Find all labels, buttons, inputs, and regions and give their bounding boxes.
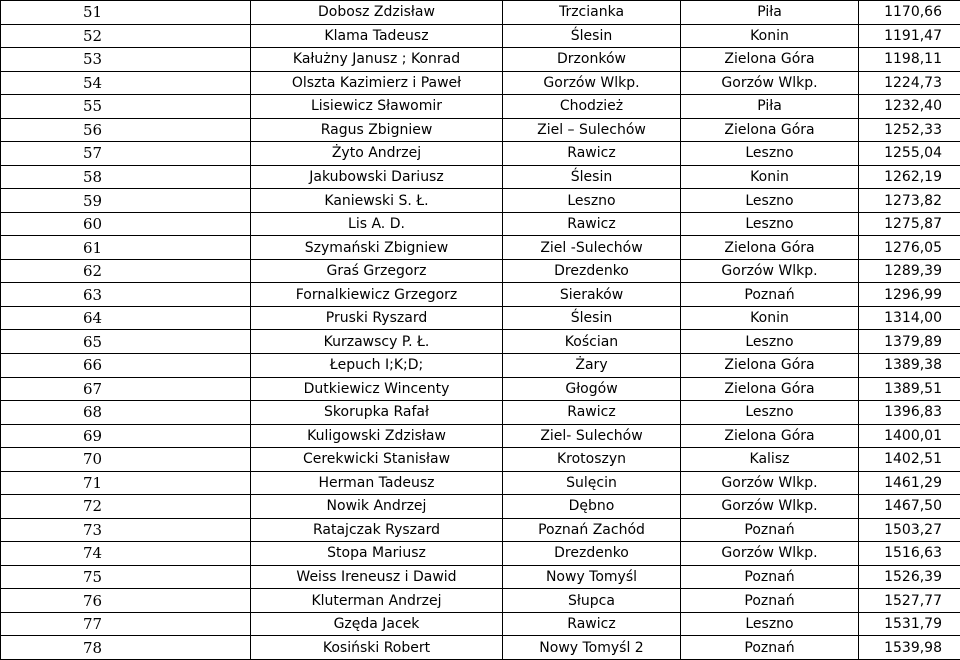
region-name: Leszno	[681, 330, 859, 354]
score-value: 1461,29	[859, 471, 960, 495]
row-number: 56	[1, 118, 251, 142]
row-number: 59	[1, 189, 251, 213]
town-name: Rawicz	[503, 401, 681, 425]
competitor-name: Żyto Andrzej	[251, 142, 503, 166]
region-name: Poznań	[681, 518, 859, 542]
town-name: Ziel- Sulechów	[503, 424, 681, 448]
row-number: 68	[1, 401, 251, 425]
town-name: Poznań Zachód	[503, 518, 681, 542]
town-name: Słupca	[503, 589, 681, 613]
competitor-name: Ragus Zbigniew	[251, 118, 503, 142]
table-row	[1, 48, 960, 72]
row-number: 63	[1, 283, 251, 307]
row-number: 69	[1, 424, 251, 448]
town-name: Sulęcin	[503, 471, 681, 495]
table-row	[1, 306, 960, 330]
competitor-name: Kałużny Janusz ; Konrad	[251, 48, 503, 72]
row-number: 61	[1, 236, 251, 260]
competitor-name: Stopa Mariusz	[251, 542, 503, 566]
table-row	[1, 189, 960, 213]
region-name: Zielona Góra	[681, 48, 859, 72]
competitor-name: Dutkiewicz Wincenty	[251, 377, 503, 401]
competitor-name: Pruski Ryszard	[251, 306, 503, 330]
score-value: 1531,79	[859, 612, 960, 636]
town-name: Żary	[503, 353, 681, 377]
town-name: Drezdenko	[503, 259, 681, 283]
score-value: 1232,40	[859, 95, 960, 119]
score-value: 1198,11	[859, 48, 960, 72]
region-name: Poznań	[681, 636, 859, 660]
region-name: Leszno	[681, 612, 859, 636]
table-row	[1, 471, 960, 495]
town-name: Trzcianka	[503, 1, 681, 25]
region-name: Gorzów Wlkp.	[681, 71, 859, 95]
town-name: Ślesin	[503, 165, 681, 189]
region-name: Zielona Góra	[681, 377, 859, 401]
region-name: Piła	[681, 1, 859, 25]
row-number: 53	[1, 48, 251, 72]
town-name: Ślesin	[503, 306, 681, 330]
row-number: 51	[1, 1, 251, 25]
score-value: 1252,33	[859, 118, 960, 142]
score-value: 1527,77	[859, 589, 960, 613]
competitor-name: Nowik Andrzej	[251, 495, 503, 519]
score-value: 1400,01	[859, 424, 960, 448]
competitor-name: Fornalkiewicz Grzegorz	[251, 283, 503, 307]
row-number: 55	[1, 95, 251, 119]
competitor-name: Skorupka Rafał	[251, 401, 503, 425]
row-number: 54	[1, 71, 251, 95]
town-name: Ziel -Sulechów	[503, 236, 681, 260]
competitor-name: Graś Grzegorz	[251, 259, 503, 283]
region-name: Konin	[681, 24, 859, 48]
region-name: Kalisz	[681, 448, 859, 472]
town-name: Gorzów Wlkp.	[503, 71, 681, 95]
table-row	[1, 1, 960, 25]
table-row	[1, 212, 960, 236]
table-row	[1, 424, 960, 448]
region-name: Poznań	[681, 565, 859, 589]
town-name: Rawicz	[503, 212, 681, 236]
table-row	[1, 612, 960, 636]
score-value: 1314,00	[859, 306, 960, 330]
table-row	[1, 353, 960, 377]
score-value: 1402,51	[859, 448, 960, 472]
row-number: 52	[1, 24, 251, 48]
score-value: 1296,99	[859, 283, 960, 307]
table-row	[1, 71, 960, 95]
competitor-name: Kosiński Robert	[251, 636, 503, 660]
competitor-name: Szymański Zbigniew	[251, 236, 503, 260]
table-row	[1, 283, 960, 307]
ranking-table-body	[1, 1, 960, 660]
region-name: Konin	[681, 306, 859, 330]
competitor-name: Lisiewicz Sławomir	[251, 95, 503, 119]
score-value: 1262,19	[859, 165, 960, 189]
town-name: Sieraków	[503, 283, 681, 307]
competitor-name: Kluterman Andrzej	[251, 589, 503, 613]
region-name: Gorzów Wlkp.	[681, 471, 859, 495]
table-row	[1, 565, 960, 589]
score-value: 1526,39	[859, 565, 960, 589]
region-name: Leszno	[681, 142, 859, 166]
row-number: 60	[1, 212, 251, 236]
region-name: Zielona Góra	[681, 353, 859, 377]
town-name: Rawicz	[503, 142, 681, 166]
region-name: Konin	[681, 165, 859, 189]
town-name: Drezdenko	[503, 542, 681, 566]
region-name: Leszno	[681, 189, 859, 213]
row-number: 78	[1, 636, 251, 660]
score-value: 1389,51	[859, 377, 960, 401]
competitor-name: Cerekwicki Stanisław	[251, 448, 503, 472]
row-number: 65	[1, 330, 251, 354]
table-row	[1, 518, 960, 542]
town-name: Chodzież	[503, 95, 681, 119]
town-name: Nowy Tomyśl 2	[503, 636, 681, 660]
score-value: 1275,87	[859, 212, 960, 236]
row-number: 77	[1, 612, 251, 636]
row-number: 58	[1, 165, 251, 189]
row-number: 74	[1, 542, 251, 566]
competitor-name: Kurzawscy P. Ł.	[251, 330, 503, 354]
score-value: 1379,89	[859, 330, 960, 354]
competitor-name: Weiss Ireneusz i Dawid	[251, 565, 503, 589]
region-name: Piła	[681, 95, 859, 119]
competitor-name: Herman Tadeusz	[251, 471, 503, 495]
table-row	[1, 259, 960, 283]
table-row	[1, 24, 960, 48]
row-number: 62	[1, 259, 251, 283]
competitor-name: Ratajczak Ryszard	[251, 518, 503, 542]
competitor-name: Olszta Kazimierz i Paweł	[251, 71, 503, 95]
table-row	[1, 589, 960, 613]
table-row	[1, 330, 960, 354]
score-value: 1191,47	[859, 24, 960, 48]
region-name: Poznań	[681, 283, 859, 307]
town-name: Głogów	[503, 377, 681, 401]
competitor-name: Łepuch I;K;D;	[251, 353, 503, 377]
row-number: 64	[1, 306, 251, 330]
score-value: 1255,04	[859, 142, 960, 166]
town-name: Ślesin	[503, 24, 681, 48]
score-value: 1503,27	[859, 518, 960, 542]
score-value: 1289,39	[859, 259, 960, 283]
town-name: Krotoszyn	[503, 448, 681, 472]
table-row	[1, 542, 960, 566]
score-value: 1273,82	[859, 189, 960, 213]
score-value: 1539,98	[859, 636, 960, 660]
table-row	[1, 636, 960, 660]
score-value: 1467,50	[859, 495, 960, 519]
town-name: Ziel – Sulechów	[503, 118, 681, 142]
town-name: Leszno	[503, 189, 681, 213]
region-name: Leszno	[681, 212, 859, 236]
region-name: Leszno	[681, 401, 859, 425]
town-name: Dębno	[503, 495, 681, 519]
region-name: Gorzów Wlkp.	[681, 495, 859, 519]
competitor-name: Jakubowski Dariusz	[251, 165, 503, 189]
competitor-name: Gzęda Jacek	[251, 612, 503, 636]
table-row	[1, 142, 960, 166]
table-row	[1, 401, 960, 425]
row-number: 75	[1, 565, 251, 589]
competitor-name: Kuligowski Zdzisław	[251, 424, 503, 448]
region-name: Gorzów Wlkp.	[681, 259, 859, 283]
competitor-name: Klama Tadeusz	[251, 24, 503, 48]
table-row	[1, 448, 960, 472]
row-number: 66	[1, 353, 251, 377]
competitor-name: Dobosz Zdzisław	[251, 1, 503, 25]
town-name: Kościan	[503, 330, 681, 354]
competitor-name: Lis A. D.	[251, 212, 503, 236]
region-name: Zielona Góra	[681, 236, 859, 260]
row-number: 67	[1, 377, 251, 401]
score-value: 1389,38	[859, 353, 960, 377]
table-row	[1, 495, 960, 519]
town-name: Nowy Tomyśl	[503, 565, 681, 589]
table-row	[1, 165, 960, 189]
row-number: 72	[1, 495, 251, 519]
score-value: 1396,83	[859, 401, 960, 425]
score-value: 1170,66	[859, 1, 960, 25]
town-name: Rawicz	[503, 612, 681, 636]
region-name: Zielona Góra	[681, 424, 859, 448]
table-row	[1, 377, 960, 401]
row-number: 70	[1, 448, 251, 472]
table-row	[1, 118, 960, 142]
score-value: 1224,73	[859, 71, 960, 95]
town-name: Drzonków	[503, 48, 681, 72]
row-number: 73	[1, 518, 251, 542]
table-row	[1, 95, 960, 119]
row-number: 57	[1, 142, 251, 166]
score-value: 1516,63	[859, 542, 960, 566]
score-value: 1276,05	[859, 236, 960, 260]
row-number: 76	[1, 589, 251, 613]
region-name: Zielona Góra	[681, 118, 859, 142]
competitor-name: Kaniewski S. Ł.	[251, 189, 503, 213]
region-name: Poznań	[681, 589, 859, 613]
table-row	[1, 236, 960, 260]
row-number: 71	[1, 471, 251, 495]
region-name: Gorzów Wlkp.	[681, 542, 859, 566]
